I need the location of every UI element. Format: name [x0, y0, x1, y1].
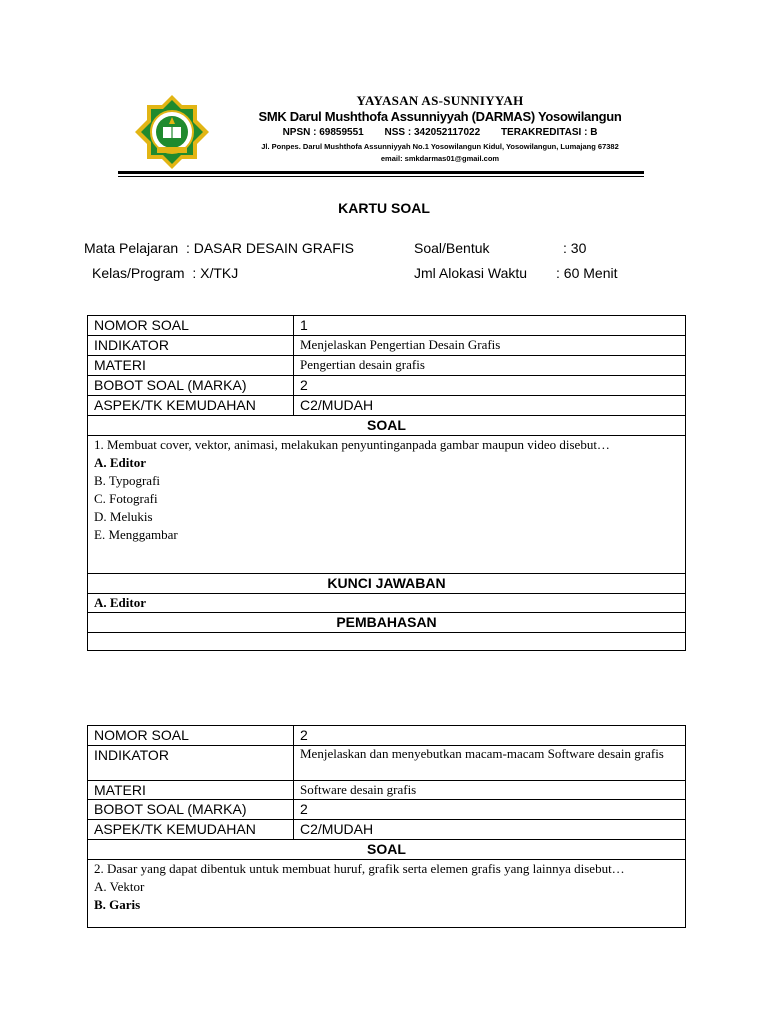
nss: NSS : 342052117022	[384, 127, 481, 138]
foundation-name: YAYASAN AS-SUNNIYYAH	[356, 93, 524, 108]
option-c: C. Fotografi	[94, 491, 158, 506]
school-email: email: smkdarmas01@gmail.com	[380, 154, 500, 163]
value-aspek: C2/MUDAH	[294, 820, 686, 840]
question-card-2	[87, 725, 686, 928]
value-nomor: 2	[294, 726, 686, 746]
value-nomor: 1	[294, 316, 686, 336]
section-soal: SOAL	[88, 840, 686, 860]
meta-question-count-value: : 30	[563, 240, 587, 256]
section-pembahasan: PEMBAHASAN	[88, 613, 686, 633]
option-a: A. Vektor	[94, 879, 145, 894]
npsn: NPSN : 69859551	[282, 127, 364, 138]
meta-time-value: : 60 Menit	[556, 265, 618, 281]
letterhead-rule-thick	[118, 171, 644, 174]
label-materi: MATERI	[88, 356, 294, 376]
label-nomor: NOMOR SOAL	[88, 316, 294, 336]
label-aspek: ASPEK/TK KEMUDAHAN	[88, 820, 294, 840]
label-indikator: INDIKATOR	[88, 336, 294, 356]
label-nomor: NOMOR SOAL	[88, 726, 294, 746]
value-aspek: C2/MUDAH	[294, 396, 686, 416]
section-kunci: KUNCI JAWABAN	[88, 574, 686, 594]
value-indikator: Menjelaskan dan menyebutkan macam-macam Software desain grafis	[294, 746, 686, 781]
label-bobot: BOBOT SOAL (MARKA)	[88, 800, 294, 820]
school-address: Jl. Ponpes. Darul Mushthofa Assunniyyah No.1 Yosowilangun Kidul, Yosowilangun, Lumajang 67382	[261, 142, 619, 151]
question-card-1	[87, 315, 686, 651]
school-identifiers	[240, 127, 640, 138]
meta-question-count-label: Soal/Bentuk	[414, 240, 490, 256]
meta-time-label: Jml Alokasi Waktu	[414, 265, 528, 281]
label-materi: MATERI	[88, 781, 294, 800]
question-body	[88, 860, 686, 928]
meta-class: Kelas/Program : X/TKJ	[92, 265, 239, 281]
option-e: E. Menggambar	[94, 527, 178, 542]
meta-subject: Mata Pelajaran : DASAR DESAIN GRAFIS	[84, 240, 354, 256]
option-d: D. Melukis	[94, 509, 153, 524]
question-text: 2. Dasar yang dapat dibentuk untuk membuat huruf, grafik serta elemen grafis yang lainnya disebut…	[94, 861, 625, 876]
school-name: SMK Darul Mushthofa Assunniyyah (DARMAS) Yosowilangun	[258, 109, 622, 124]
label-bobot: BOBOT SOAL (MARKA)	[88, 376, 294, 396]
question-text: 1. Membuat cover, vektor, animasi, melakukan penyuntinganpada gambar maupun video disebut…	[94, 437, 610, 452]
label-indikator: INDIKATOR	[88, 746, 294, 781]
option-b: B. Garis	[94, 897, 141, 912]
option-b: B. Typografi	[94, 473, 161, 488]
document-title: KARTU SOAL	[338, 200, 430, 216]
value-materi: Pengertian desain grafis	[294, 356, 686, 376]
accreditation: TERAKREDITASI : B	[500, 127, 598, 138]
explanation	[88, 633, 686, 651]
value-materi: Software desain grafis	[294, 781, 686, 800]
value-indikator: Menjelaskan Pengertian Desain Grafis	[294, 336, 686, 356]
value-bobot: 2	[294, 800, 686, 820]
letterhead-rule-thin	[118, 176, 644, 177]
school-logo-icon	[133, 93, 211, 171]
label-aspek: ASPEK/TK KEMUDAHAN	[88, 396, 294, 416]
answer-key: A. Editor	[88, 594, 686, 613]
question-body	[88, 436, 686, 574]
section-soal: SOAL	[88, 416, 686, 436]
value-bobot: 2	[294, 376, 686, 396]
option-a: A. Editor	[94, 455, 146, 470]
